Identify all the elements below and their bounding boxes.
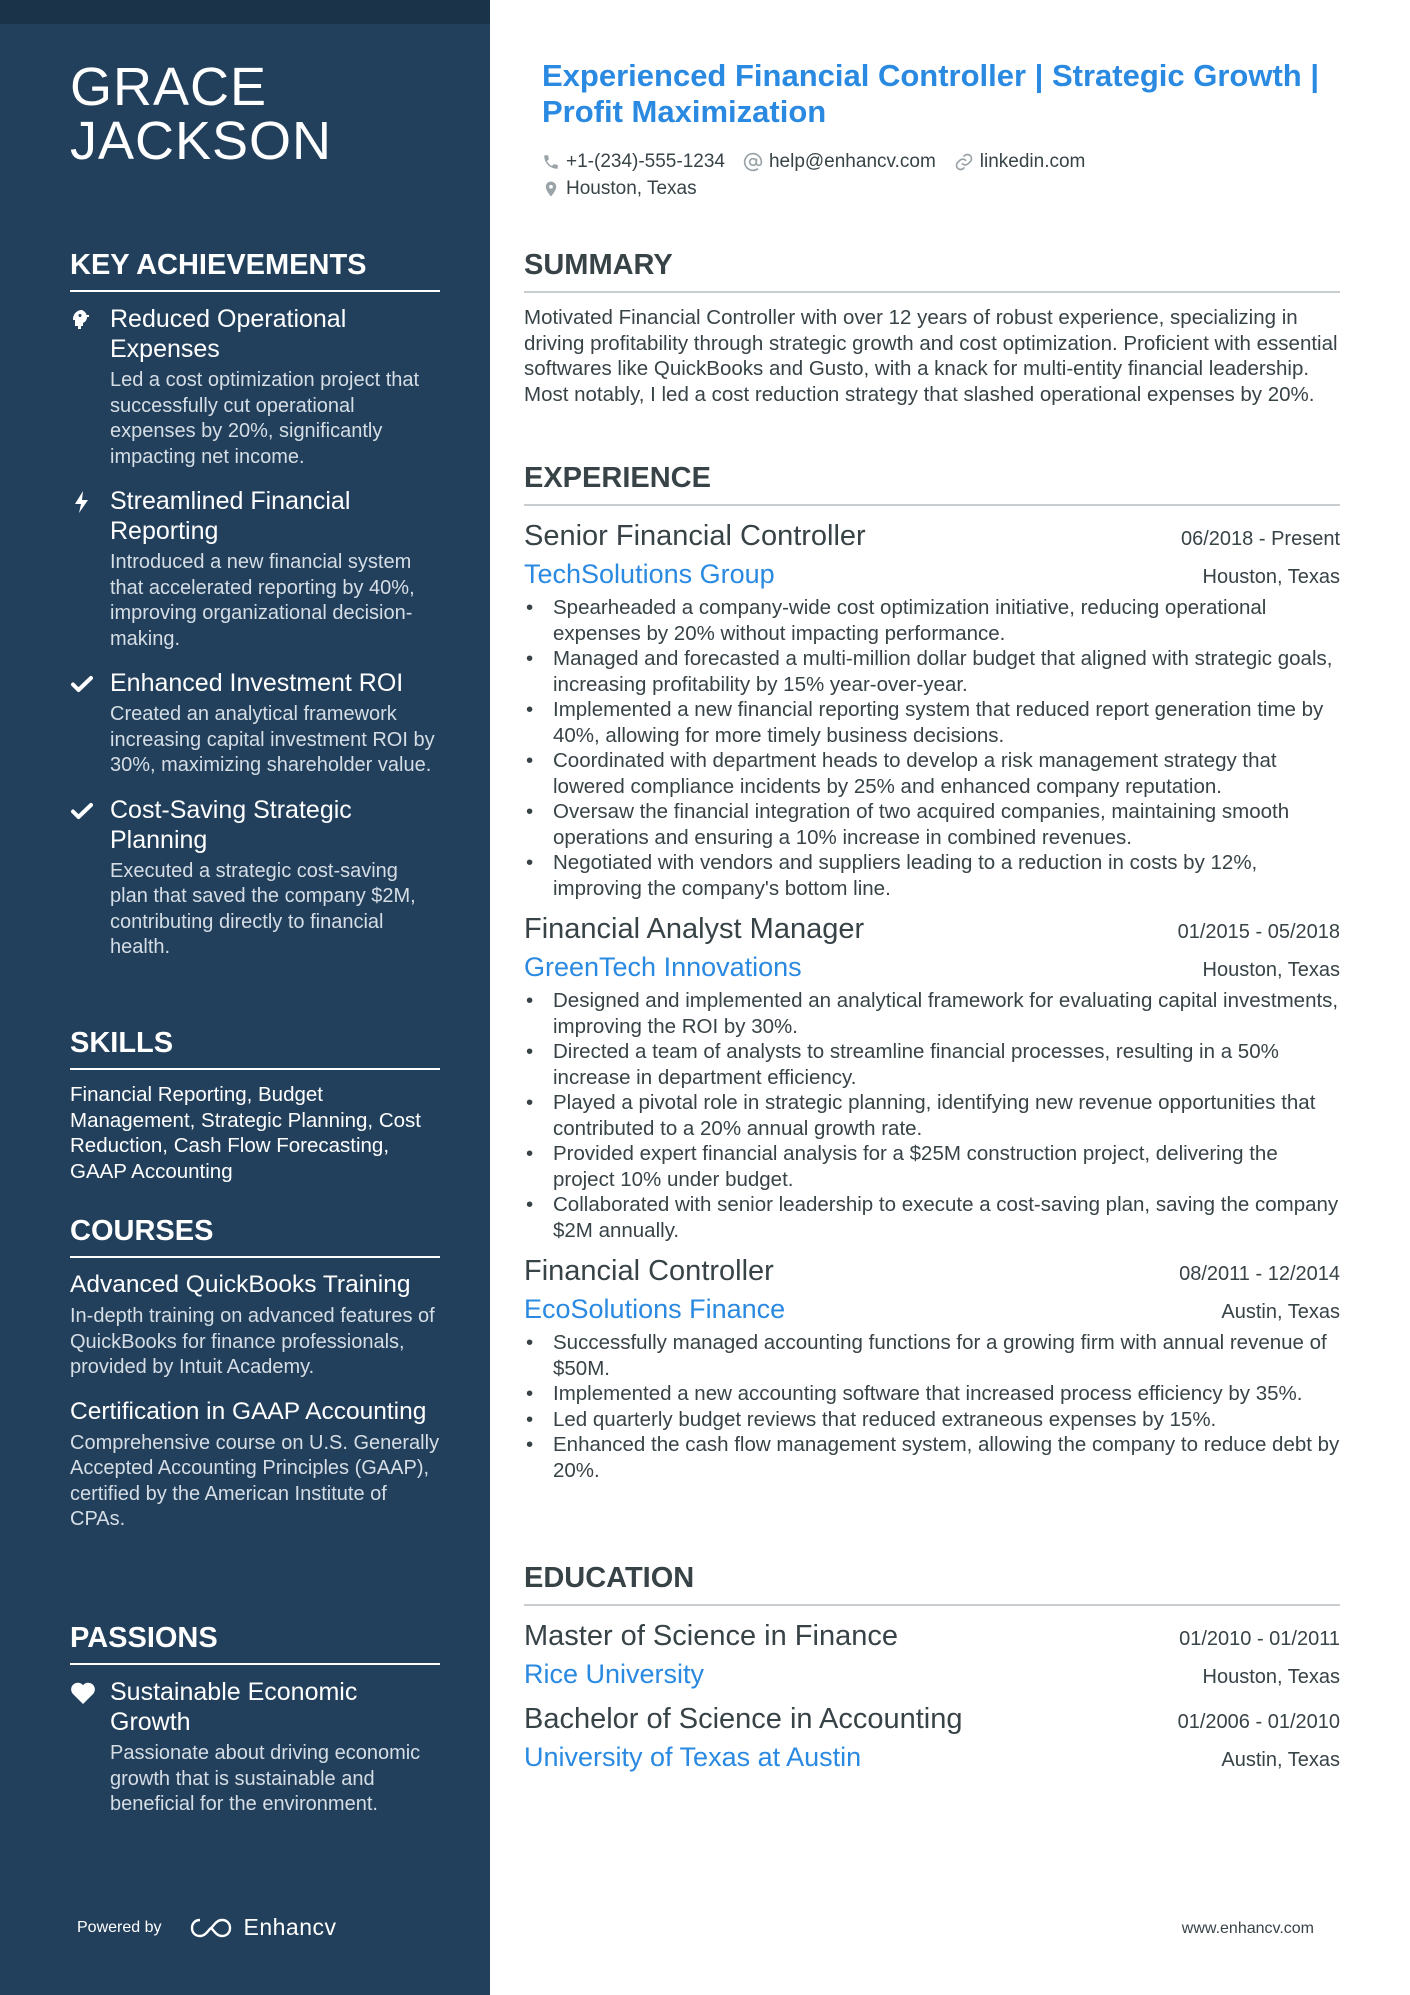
course-item bbox=[70, 1270, 440, 1381]
skills-section bbox=[70, 1026, 440, 1184]
check-icon bbox=[70, 672, 96, 698]
bullet-item: • Provided expert financial analysis for a $25M construction project, delivering the project 10% under budget. bbox=[524, 1141, 1340, 1192]
enhancv-logo[interactable] bbox=[188, 1914, 337, 1941]
achievement-description: Created an analytical framework increasing capital investment ROI by 30%, maximizing shareholder value. bbox=[110, 703, 435, 776]
school-name: Rice University bbox=[524, 1659, 705, 1689]
location-text: Houston, Texas bbox=[566, 177, 697, 199]
achievement-item bbox=[70, 304, 440, 470]
job-entry bbox=[524, 518, 1340, 901]
last-name: JACKSON bbox=[70, 111, 333, 171]
bullet-item: • Collaborated with senior leadership to execute a cost-saving plan, saving the company $2M annually. bbox=[524, 1192, 1340, 1243]
summary-section bbox=[524, 248, 1340, 407]
job-title: Financial Analyst Manager bbox=[524, 913, 865, 945]
achievement-item bbox=[70, 795, 440, 961]
passions-section bbox=[70, 1621, 440, 1834]
footer-url[interactable]: www.enhancv.com bbox=[1181, 1920, 1314, 1937]
job-location: Houston, Texas bbox=[1202, 566, 1340, 588]
job-title: Senior Financial Controller bbox=[524, 520, 866, 552]
education-heading: EDUCATION bbox=[524, 1561, 1340, 1606]
job-dates: 01/2015 - 05/2018 bbox=[1177, 921, 1340, 943]
bullet-item: • Directed a team of analysts to streamline financial processes, resulting in a 50% increase in department efficiency. bbox=[524, 1039, 1340, 1090]
job-dates: 06/2018 - Present bbox=[1181, 528, 1340, 550]
achievement-description: Executed a strategic cost-saving plan that saved the company $2M, contributing directly to financial health. bbox=[110, 859, 416, 958]
location-contact bbox=[542, 178, 697, 200]
bullet-item: • Successfully managed accounting functions for a growing firm with annual revenue of $50M. bbox=[524, 1330, 1340, 1381]
at-icon bbox=[743, 152, 763, 172]
heart-icon bbox=[70, 1681, 96, 1707]
education-entry bbox=[524, 1701, 1340, 1774]
degree-title: Master of Science in Finance bbox=[524, 1620, 898, 1652]
degree-title: Bachelor of Science in Accounting bbox=[524, 1703, 963, 1735]
achievement-title: Enhanced Investment ROI bbox=[110, 669, 404, 697]
job-company: EcoSolutions Finance bbox=[524, 1294, 786, 1324]
job-bullets bbox=[524, 988, 1340, 1243]
course-description: Comprehensive course on U.S. Generally Accepted Accounting Principles (GAAP), certified by the American Institute of CPAs. bbox=[70, 1431, 440, 1530]
job-bullets bbox=[524, 595, 1340, 901]
lightning-icon bbox=[70, 490, 96, 516]
contact-row bbox=[542, 148, 1342, 175]
first-name: GRACE bbox=[70, 57, 268, 117]
powered-by bbox=[77, 1914, 337, 1941]
sidebar bbox=[0, 0, 490, 1995]
experience-heading: EXPERIENCE bbox=[524, 461, 1340, 506]
school-name: University of Texas at Austin bbox=[524, 1742, 862, 1772]
achievement-title: Streamlined Financial Reporting bbox=[110, 487, 351, 545]
passions-heading: PASSIONS bbox=[70, 1621, 440, 1665]
education-entry bbox=[524, 1618, 1340, 1691]
course-title: Advanced QuickBooks Training bbox=[70, 1271, 411, 1298]
achievement-title: Reduced Operational Expenses bbox=[110, 305, 347, 363]
enhancv-brand: Enhancv bbox=[243, 1914, 337, 1940]
email-text: help@enhancv.com bbox=[768, 150, 936, 172]
bullet-item: • Played a pivotal role in strategic planning, identifying new revenue opportunities that contributed to a 20% annual growth rate. bbox=[524, 1090, 1340, 1141]
bullet-item: • Managed and forecasted a multi-million dollar budget that aligned with strategic goals, increasing profitability by 15% year-over-year. bbox=[524, 646, 1340, 697]
job-bullets bbox=[524, 1330, 1340, 1483]
passion-title: Sustainable Economic Growth bbox=[110, 1678, 358, 1736]
phone-text: +1-(234)-555-1234 bbox=[566, 150, 725, 172]
course-item bbox=[70, 1397, 440, 1533]
link-text: linkedin.com bbox=[979, 150, 1086, 172]
experience-section bbox=[524, 461, 1340, 1493]
course-description: In-depth training on advanced features of QuickBooks for finance professionals, provided by Intuit Academy. bbox=[70, 1305, 435, 1378]
job-title: Financial Controller bbox=[524, 1255, 774, 1287]
link-contact[interactable] bbox=[954, 151, 1086, 173]
location-pin-icon bbox=[542, 179, 560, 199]
bullet-item: • Implemented a new accounting software that increased process efficiency by 35%. bbox=[524, 1381, 1340, 1407]
achievement-description: Introduced a new financial system that accelerated reporting by 40%, improving organizational decision-making. bbox=[110, 551, 415, 650]
phone-contact[interactable] bbox=[542, 151, 725, 173]
job-location: Houston, Texas bbox=[1202, 959, 1340, 981]
bullet-item: • Oversaw the financial integration of two acquired companies, maintaining smooth operations and ensuring a 10% increase in combined revenues. bbox=[524, 799, 1340, 850]
candidate-name bbox=[70, 57, 450, 171]
education-dates: 01/2006 - 01/2010 bbox=[1177, 1711, 1340, 1733]
job-entry bbox=[524, 1253, 1340, 1483]
key-achievements-heading: KEY ACHIEVEMENTS bbox=[70, 248, 440, 292]
phone-icon bbox=[542, 153, 560, 171]
bullet-item: • Coordinated with department heads to develop a risk management strategy that lowered compliance incidents by 25% and enhanced company reputation. bbox=[524, 748, 1340, 799]
summary-text: Motivated Financial Controller with over 12 years of robust experience, specializing in driving profitability through strategic growth and cost optimization. Proficient with essential softwares like QuickBooks and Gusto, with a knack for multi-entity financial leadership. Most notably, I led a cost reduction strategy that slashed operational expenses by 20%. bbox=[524, 306, 1338, 406]
bullet-item: • Designed and implemented an analytical framework for evaluating capital investments, improving the ROI by 30%. bbox=[524, 988, 1340, 1039]
check-icon bbox=[70, 799, 96, 825]
achievement-item bbox=[70, 486, 440, 652]
school-location: Houston, Texas bbox=[1202, 1666, 1340, 1688]
courses-section bbox=[70, 1214, 440, 1549]
job-company: GreenTech Innovations bbox=[524, 952, 802, 982]
courses-heading: COURSES bbox=[70, 1214, 440, 1258]
bullet-item: • Led quarterly budget reviews that reduced extraneous expenses by 15%. bbox=[524, 1407, 1340, 1433]
school-location: Austin, Texas bbox=[1221, 1749, 1340, 1771]
achievement-title: Cost-Saving Strategic Planning bbox=[110, 795, 352, 854]
course-title: Certification in GAAP Accounting bbox=[70, 1397, 427, 1425]
link-icon bbox=[954, 152, 974, 172]
infinity-icon bbox=[188, 1916, 234, 1940]
job-company: TechSolutions Group bbox=[524, 559, 775, 589]
education-dates: 01/2010 - 01/2011 bbox=[1179, 1628, 1340, 1650]
job-location: Austin, Texas bbox=[1221, 1301, 1340, 1323]
job-entry bbox=[524, 911, 1340, 1243]
contact-row bbox=[542, 175, 1342, 202]
achievement-item bbox=[70, 668, 440, 779]
contact-info bbox=[542, 148, 1342, 202]
passion-description: Passionate about driving economic growth that is sustainable and beneficial for the environment. bbox=[110, 1742, 421, 1815]
summary-heading: SUMMARY bbox=[524, 248, 1340, 293]
education-section bbox=[524, 1561, 1340, 1784]
passion-item bbox=[70, 1677, 440, 1818]
sidebar-top-band bbox=[0, 0, 490, 24]
achievement-description: Led a cost optimization project that successfully cut operational expenses by 20%, significantly impacting net income. bbox=[110, 369, 420, 468]
job-dates: 08/2011 - 12/2014 bbox=[1179, 1263, 1340, 1285]
bullet-item: • Spearheaded a company-wide cost optimization initiative, reducing operational expenses by 20% without impacting performance. bbox=[524, 595, 1340, 646]
headline: Experienced Financial Controller | Strategic Growth | Profit Maximization bbox=[542, 58, 1320, 129]
bullet-item: • Negotiated with vendors and suppliers leading to a reduction in costs by 12%, improving the company's bottom line. bbox=[524, 850, 1340, 901]
skills-heading: SKILLS bbox=[70, 1026, 440, 1070]
powered-by-label: Powered by bbox=[77, 1918, 162, 1936]
email-contact[interactable] bbox=[743, 151, 936, 173]
skills-list: Financial Reporting, Budget Management, Strategic Planning, Cost Reduction, Cash Flow Forecasting, GAAP Accounting bbox=[70, 1083, 421, 1183]
piggy-bank-icon bbox=[70, 308, 96, 334]
key-achievements-section bbox=[70, 248, 440, 977]
bullet-item: • Implemented a new financial reporting system that reduced report generation time by 40%, allowing for more timely business decisions. bbox=[524, 697, 1340, 748]
bullet-item: • Enhanced the cash flow management system, allowing the company to reduce debt by 20%. bbox=[524, 1432, 1340, 1483]
